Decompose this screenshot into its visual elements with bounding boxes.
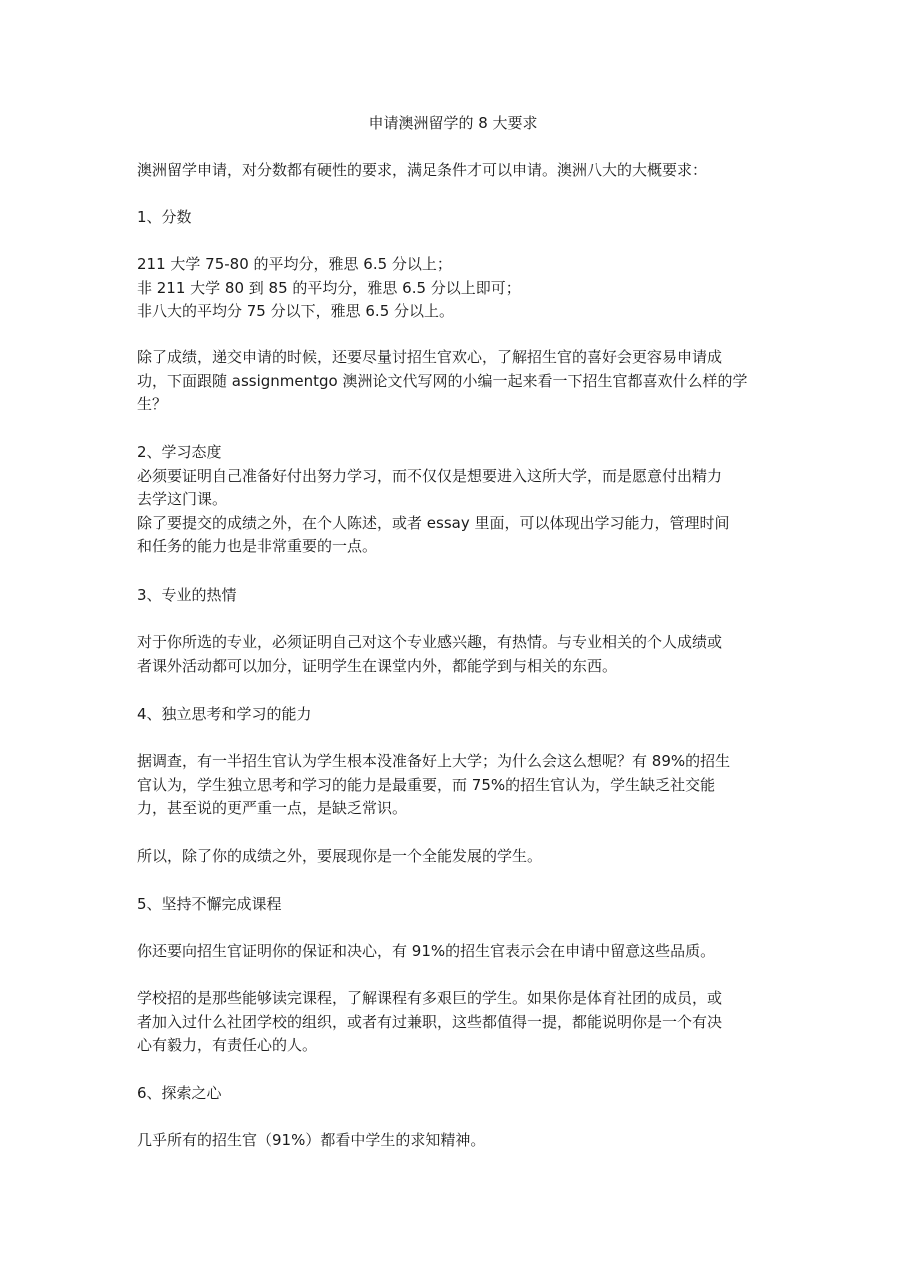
section-4-heading [137, 703, 773, 727]
text-line: 所以，除了你的成绩之外，要展现你是一个全能发展的学生。 [137, 847, 543, 865]
text-line: 211 大学 75-80 的平均分，雅思 6.5 分以上； [137, 255, 452, 273]
text-line: 心有毅力，有责任心的人。 [137, 1036, 318, 1054]
section-3-body [137, 631, 773, 678]
intro-line: 澳洲留学申请，对分数都有硬性的要求，满足条件才可以申请。澳洲八大的大概要求： [137, 161, 708, 179]
section-3-heading [137, 584, 773, 608]
text-line: 除了成绩，递交申请的时候，还要尽量讨招生官欢心，了解招生官的喜好会更容易申请成 [137, 348, 723, 366]
text-line: 你还要向招生官证明你的保证和决心，有 91%的招生官表示会在申请中留意这些品质。 [137, 942, 716, 960]
heading-text: 6、探索之心 [137, 1084, 222, 1102]
text-line: 和任务的能力也是非常重要的一点。 [137, 537, 378, 555]
section-4-body [137, 750, 773, 821]
text-line: 官认为，学生独立思考和学习的能力是最重要，而 75%的招生官认为，学生缺乏社交能 [137, 775, 716, 794]
text-line: 非 211 大学 80 到 85 的平均分，雅思 6.5 分以上即可； [137, 278, 521, 297]
text-line: 据调查，有一半招生官认为学生根本没准备好上大学；为什么会这么想呢？有 89%的招生 [137, 752, 731, 770]
section-1-extra-paragraph [137, 346, 773, 417]
intro-paragraph [137, 159, 773, 183]
section-5-paragraph-2 [137, 987, 773, 1058]
section-5-heading [137, 893, 773, 917]
section-1-body [137, 253, 773, 324]
text-line: 对于你所选的专业，必须证明自己对这个专业感兴趣，有热情。与专业相关的个人成绩或 [137, 633, 723, 651]
document-title: 申请澳洲留学的 8 大要求 [368, 114, 538, 132]
text-line: 几乎所有的招生官（91%）都看中学生的求知精神。 [137, 1131, 486, 1149]
heading-text: 4、独立思考和学习的能力 [137, 705, 312, 723]
heading-text: 5、坚持不懈完成课程 [137, 895, 282, 913]
section-2-heading: 2、学习态度 [137, 443, 222, 461]
text-line: 者加入过什么社团学校的组织，或者有过兼职，这些都值得一提，都能说明你是一个有决 [137, 1012, 723, 1031]
text-line: 除了要提交的成绩之外，在个人陈述，或者 essay 里面，可以体现出学习能力，管理时间 [137, 513, 730, 532]
section-6-paragraph-1 [137, 1129, 773, 1153]
section-2 [137, 441, 773, 559]
section-6-heading [137, 1082, 773, 1106]
text-line: 学校招的是那些能够读完课程，了解课程有多艰巨的学生。如果你是体育社团的成员，或 [137, 989, 723, 1007]
heading-text: 1、分数 [137, 208, 192, 226]
heading-text: 3、专业的热情 [137, 586, 237, 604]
text-line: 非八大的平均分 75 分以下，雅思 6.5 分以上。 [137, 302, 455, 320]
section-1-heading [137, 206, 773, 230]
text-line: 功，下面跟随 assignmentgo 澳洲论文代写网的小编一起来看一下招生官都喜欢什么样的学 [137, 371, 748, 390]
text-line: 力，甚至说的更严重一点，是缺乏常识。 [137, 799, 408, 817]
section-5-paragraph-1 [137, 940, 773, 964]
text-line: 去学这门课。 [137, 490, 228, 508]
section-4-closing [137, 845, 773, 869]
text-line: 必须要证明自己准备好付出努力学习，而不仅仅是想要进入这所大学，而是愿意付出精力 [137, 466, 723, 485]
text-line: 生？ [137, 395, 168, 413]
text-line: 者课外活动都可以加分，证明学生在课堂内外，都能学到与相关的东西。 [137, 656, 618, 675]
